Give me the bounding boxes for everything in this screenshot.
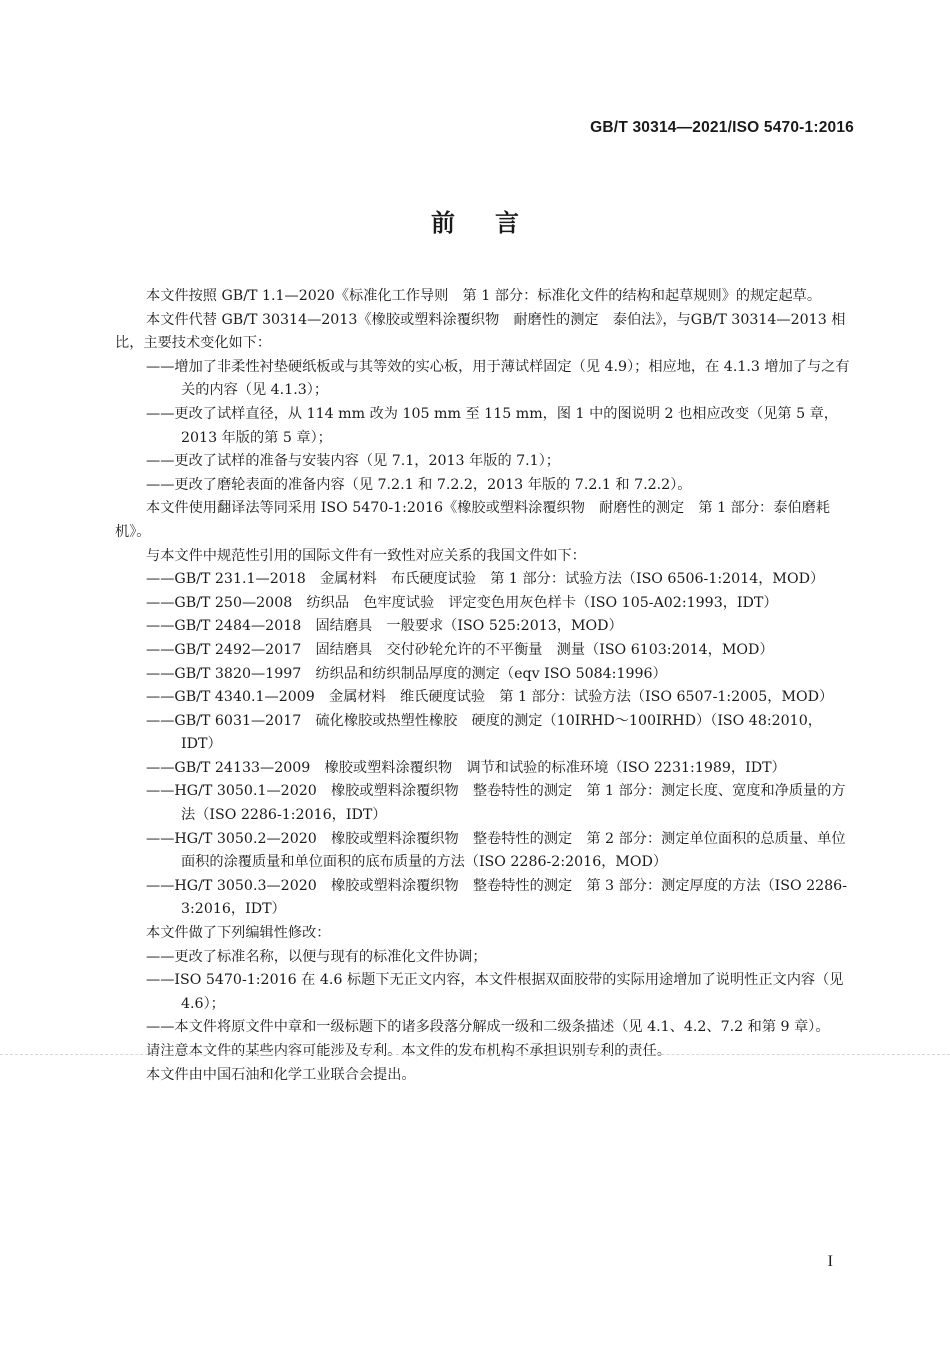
list-item: ——GB/T 4340.1—2009 金属材料 维氏硬度试验 第 1 部分：试验方法（ISO 6507-1:2005，MOD） xyxy=(146,689,834,706)
list-item: ——GB/T 3820—1997 纺织品和纺织制品厚度的测定（eqv ISO 5084:1996） xyxy=(146,665,667,682)
paragraph: 本文件按照 GB/T 1.1—2020《标准化工作导则 第 1 部分：标准化文件的结构和起草规则》的规定起草。 xyxy=(146,288,822,304)
list-item: ——更改了磨轮表面的准备内容（见 7.2.1 和 7.2.2，2013 年版的 7.2.1 和 7.2.2）。 xyxy=(146,476,692,493)
list-item: ——ISO 5470-1:2016 在 4.6 标题下无正文内容，本文件根据双面胶带的实际用途增加了说明性正文内容（见 4.6）； xyxy=(146,972,844,1012)
page-number: I xyxy=(827,1253,833,1270)
page-title: 前言 xyxy=(431,209,559,237)
paragraph: 本文件使用翻译法等同采用 ISO 5470-1:2016《橡胶或塑料涂覆织物 耐磨性的测定 第 1 部分：泰伯磨耗机》。 xyxy=(115,500,830,540)
list-item: ——更改了试样的准备与安装内容（见 7.1，2013 年版的 7.1）； xyxy=(146,453,560,470)
list-item: ——HG/T 3050.3—2020 橡胶或塑料涂覆织物 整卷特性的测定 第 3 部分：测定厚度的方法（ISO 2286-3:2016，IDT） xyxy=(146,877,847,918)
list-item: ——HG/T 3050.2—2020 橡胶或塑料涂覆织物 整卷特性的测定 第 2 部分：测定单位面积的总质量、单位面积的涂覆质量和单位面积的底布质量的方法（ISO 2286-2:2016，MOD） xyxy=(146,830,846,871)
list-item: ——GB/T 2492—2017 固结磨具 交付砂轮允许的不平衡量 测量（ISO 6103:2014，MOD） xyxy=(146,641,774,658)
paragraph: 请注意本文件的某些内容可能涉及专利。本文件的发布机构不承担识别专利的责任。 xyxy=(146,1043,671,1059)
paragraph: 与本文件中规范性引用的国际文件有一致性对应关系的我国文件如下： xyxy=(146,547,586,564)
list-item: ——GB/T 231.1—2018 金属材料 布氏硬度试验 第 1 部分：试验方法（ISO 6506-1:2014，MOD） xyxy=(146,571,825,588)
list-item: ——增加了非柔性衬垫硬纸板或与其等效的实心板，用于薄试样固定（见 4.9）；相应地，在 4.1.3 增加了与之有关的内容（见 4.1.3）； xyxy=(146,358,850,399)
paragraph: 本文件做了下列编辑性修改： xyxy=(146,925,331,942)
list-item: ——GB/T 6031—2017 硫化橡胶或热塑性橡胶 硬度的测定（10IRHD～100IRHD）（ISO 48:2010，IDT） xyxy=(146,712,822,753)
scan-artifact-line xyxy=(0,1054,950,1056)
list-item: ——GB/T 2484—2018 固结磨具 一般要求（ISO 525:2013，MOD） xyxy=(146,618,623,635)
list-item: ——更改了试样直径，从 114 mm 改为 105 mm 至 115 mm，图 1 中的图说明 2 也相应改变（见第 5 章，2013 年版的第 5 章）； xyxy=(146,405,838,446)
paragraph: 本文件代替 GB/T 30314—2013《橡胶或塑料涂覆织物 耐磨性的测定 泰伯法》，与GB/T 30314—2013 相比，主要技术变化如下： xyxy=(115,311,846,352)
list-item: ——更改了标准名称，以便与现有的标准化文件协调； xyxy=(146,948,487,965)
list-item: ——GB/T 24133—2009 橡胶或塑料涂覆织物 调节和试验的标准环境（ISO 2231:1989，IDT） xyxy=(146,759,786,776)
list-item: ——GB/T 250—2008 纺织品 色牢度试验 评定变色用灰色样卡（ISO 105-A02:1993，IDT） xyxy=(146,594,778,611)
list-item: ——本文件将原文件中章和一级标题下的诸多段落分解成一级和二级条描述（见 4.1、4.2、7.2 和第 9 章）。 xyxy=(146,1019,830,1036)
paragraph: 本文件由中国石油和化学工业联合会提出。 xyxy=(146,1066,416,1083)
standard-code: GB/T 30314—2021/ISO 5470-1:2016 xyxy=(590,119,854,136)
list-item: ——HG/T 3050.1—2020 橡胶或塑料涂覆织物 整卷特性的测定 第 1 部分：测定长度、宽度和净质量的方法（ISO 2286-1:2016，IDT） xyxy=(146,783,846,824)
body-text xyxy=(115,285,855,1087)
